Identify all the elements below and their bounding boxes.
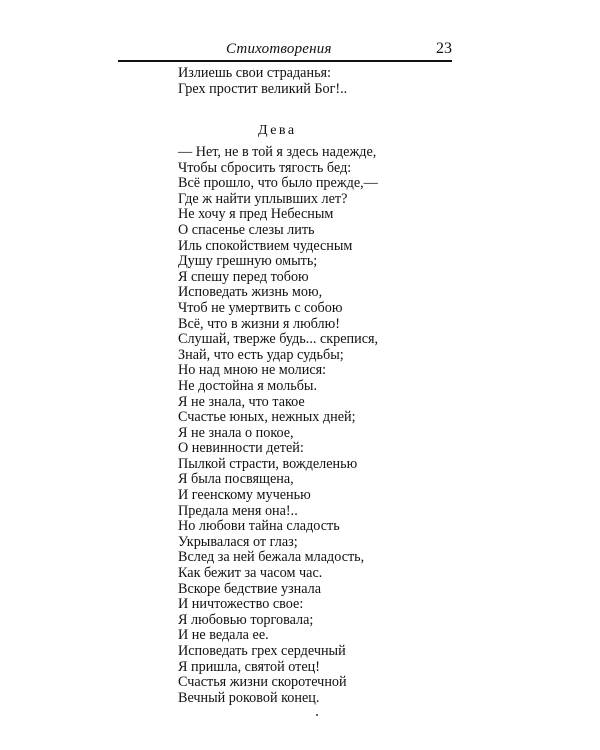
verse-line: Где ж найти уплывших лет? (178, 190, 348, 207)
verse-line: Вслед за ней бежала младость, (178, 549, 365, 566)
poem-title: Дева (258, 123, 297, 138)
verse-line: Счастья жизни скоротечной (178, 674, 347, 691)
verse-line: Но любови тайна сладость (178, 518, 340, 535)
verse-line: Иль спокойствием чудесным (178, 237, 353, 254)
verse-line: Всё прошло, что было прежде,— (178, 175, 378, 192)
verse-line: Счастье юных, нежных дней; (178, 409, 356, 426)
verse-line: Слушай, тверже будь... скрепися, (178, 331, 379, 348)
verse-line: Я не знала, что такое (178, 393, 305, 410)
verse-line: Предала меня она!.. (178, 502, 298, 519)
verse-line: Вскоре бедствие узнала (178, 580, 322, 597)
verse-line: О спасенье слезы лить (178, 221, 315, 238)
verse-line: — Нет, не в той я здесь надежде, (178, 144, 377, 160)
verse-line: Не достойна я мольбы. (178, 377, 317, 394)
verse-line: Как бежит за часом час. (178, 565, 323, 582)
verse-line: Укрывалася от глаз; (178, 533, 298, 550)
verse-line: И не ведала ее. (178, 627, 269, 644)
page-number: 23 (436, 40, 452, 57)
verse-line: Исповедать жизнь мою, (178, 284, 323, 301)
verse-line: И ничтожество свое: (178, 596, 304, 613)
verse-line: Я пришла, святой отец! (178, 658, 320, 675)
verse-line: Всё, что в жизни я люблю! (178, 315, 340, 332)
verse-line: Я не знала о покое, (178, 424, 294, 441)
verse-line: Я была посвящена, (178, 471, 294, 488)
previous-poem-ending (178, 66, 347, 97)
running-title: Стихотворения (226, 41, 332, 57)
verse-line: Душу грешную омыть; (178, 253, 318, 270)
poem-body (178, 145, 378, 706)
ink-speck (316, 714, 318, 716)
verse-line: Грех простит великий Бог!.. (178, 80, 348, 97)
verse-line: Чтоб не умертвить с собою (178, 299, 343, 316)
verse-line: Исповедать грех сердечный (178, 643, 346, 659)
verse-line: Знай, что есть удар судьбы; (178, 346, 344, 363)
verse-line: Я любовью торговала; (178, 611, 314, 628)
running-header (118, 40, 452, 62)
verse-line: Излиешь свои страданья: (178, 65, 332, 81)
verse-line: Но над мною не молися: (178, 362, 327, 379)
verse-line: Не хочу я пред Небесным (178, 206, 334, 223)
verse-line: И геенскому мученью (178, 487, 311, 504)
verse-line: Пылкой страсти, вожделенью (178, 455, 358, 472)
verse-line: Я спешу перед тобою (178, 268, 309, 285)
verse-line: Вечный роковой конец. (178, 689, 320, 706)
verse-line: О невинности детей: (178, 440, 304, 457)
verse-line: Чтобы сбросить тягость бед: (178, 159, 352, 176)
